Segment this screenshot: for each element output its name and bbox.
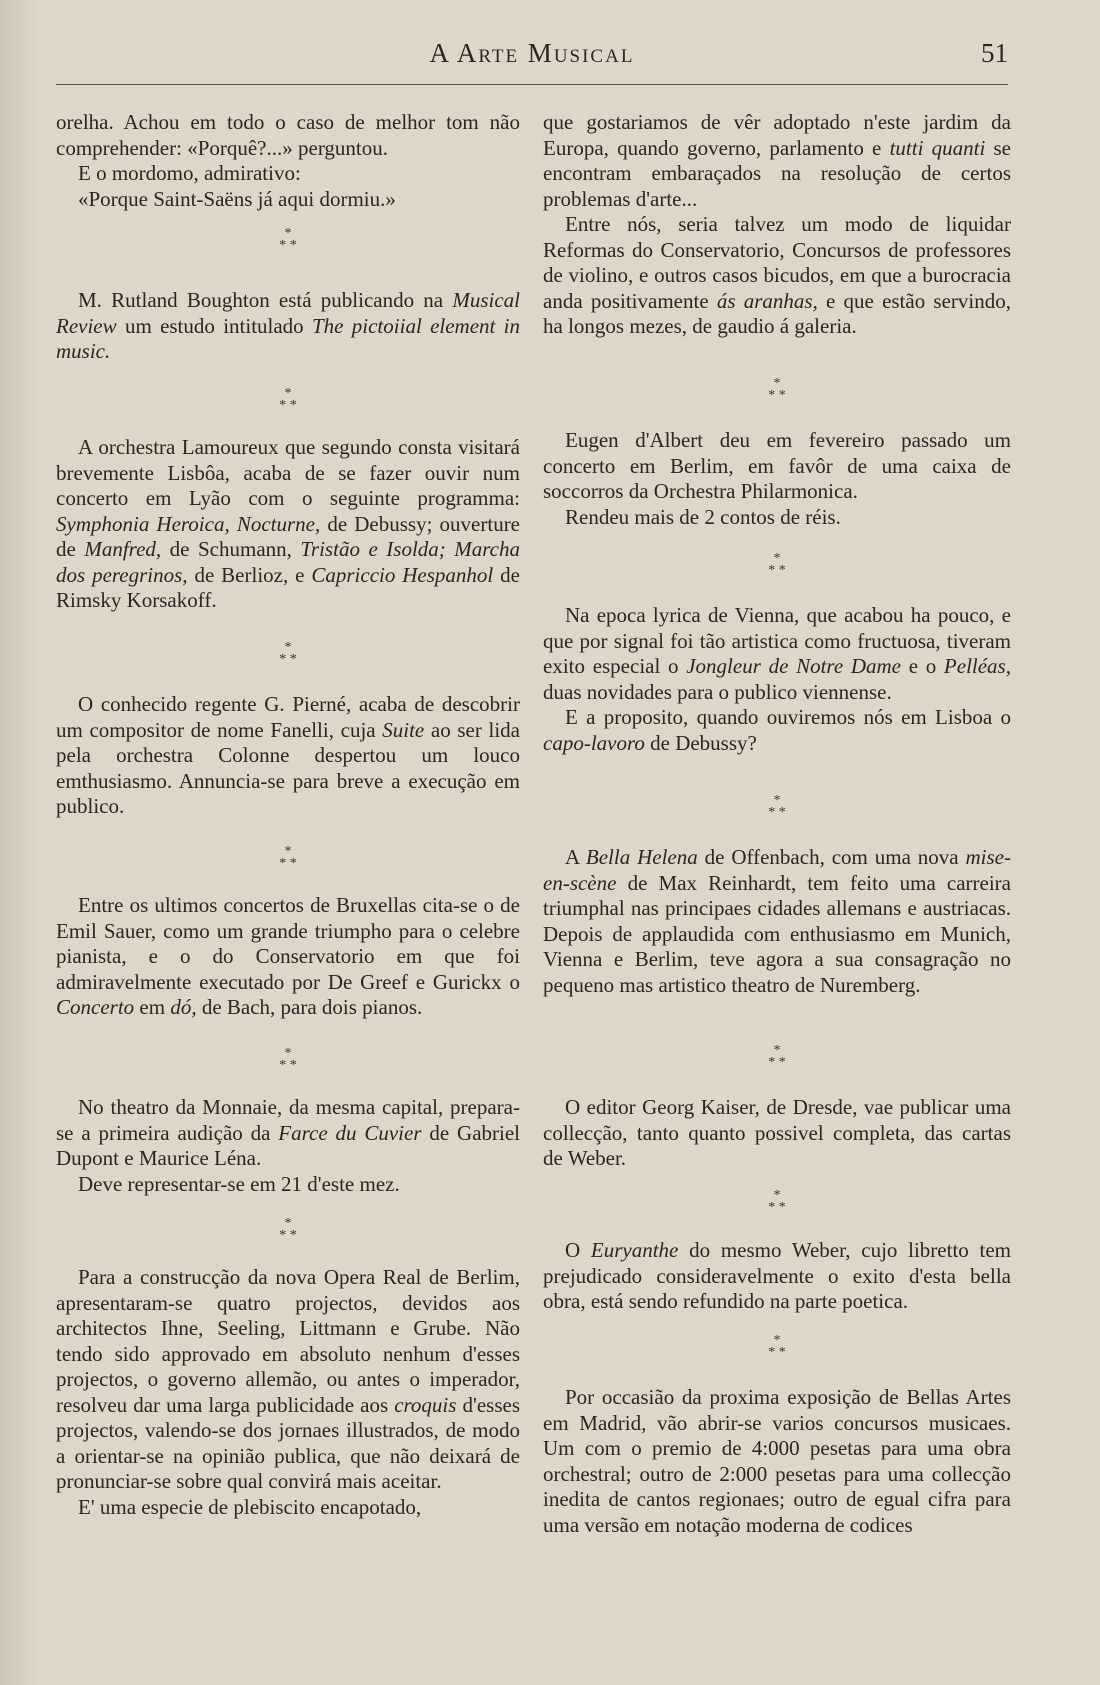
paragraph: Rendeu mais de 2 contos de réis.: [565, 504, 841, 529]
paragraph: [543, 603, 1011, 705]
text-run: ao ser lida pela orchestra Colonne despertou um louco emthusiasmo. Annuncia-se para breve a execução em publico.: [56, 717, 520, 818]
section-separator: [56, 228, 520, 252]
paragraph: [543, 705, 1011, 756]
asterism-glyph: * *: [279, 398, 297, 413]
asterism-glyph: *: [773, 376, 781, 391]
paragraph: [543, 1238, 1011, 1315]
asterism-glyph: * *: [768, 388, 786, 403]
text-run: de Max Reinhardt, tem feito uma carreira triumphal nas principaes cidades allemans e austriacas. Depois de applaudida com enthusiasmo em Munich, Vienna e Berlim, teve agora a sua consagração no pequeno mas artistico theatro de Nuremberg.: [543, 870, 1011, 997]
asterism-glyph: * *: [279, 1058, 297, 1073]
text-run: Manfred,: [84, 537, 162, 561]
asterism-glyph: * *: [279, 652, 297, 667]
text-run: mise-en-scène: [543, 845, 1011, 895]
text-run: Pelléas,: [943, 654, 1011, 678]
asterism-glyph: *: [284, 386, 292, 401]
text-run: E a proposito, quando ouviremos nós em Lisboa o: [565, 705, 1011, 729]
section-separator: [56, 1048, 520, 1072]
text-run: Para a construcção da nova Opera Real de Berlim, apresentaram-se quatro projectos, devidos aos architectos Ihne, Seeling, Littmann e Grube. Não tendo sido approvado em absoluto nenhum d'esses projectos, o governo allemão, ou antes o imperador, resolveu dar uma larga publicidade aos: [56, 1265, 520, 1417]
section-separator: [56, 388, 520, 412]
text-run: Jongleur de Notre Dame: [686, 654, 901, 678]
asterism-glyph: *: [773, 1043, 781, 1058]
asterism-glyph: *: [284, 640, 292, 655]
header-rule: [56, 84, 1008, 85]
section-separator: [543, 795, 1011, 819]
asterism-glyph: *: [284, 1046, 292, 1061]
text-run: Capriccio Hespanhol: [311, 562, 494, 587]
text-run: de Rimsky Korsakoff.: [56, 562, 520, 612]
text-run: A orchestra Lamoureux que segundo consta visitará brevemente Lisbôa, acaba de se fazer ouvir num concerto em Lyão com o seguinte programma:: [56, 435, 520, 510]
asterism-glyph: *: [284, 1216, 292, 1231]
paragraph: Por occasião da proxima exposição de Bellas Artes em Madrid, vão abrir-se varios concursos musicaes. Um com o premio de 4:000 pesetas para uma obra orchestral; outro de 2:000 pesetas para uma collecção inedita de cantos regionaes; outro de egual cifra para uma versão em notação moderna de codices: [543, 1385, 1011, 1537]
paragraph: orelha. Achou em todo o caso de melhor tom não comprehender: «Porquê?...» perguntou.: [56, 110, 520, 160]
text-run: ás aranhas,: [716, 288, 818, 313]
article-left-4: [56, 692, 520, 820]
text-run: e o: [901, 654, 944, 678]
text-run: Na epoca lyrica de Vienna, que acabou ha pouco, e que por signal foi tão artistica como fructuosa, tiveram exito especial o: [543, 603, 1011, 678]
running-title: A Arte Musical: [429, 38, 635, 68]
text-run: Farce du Cuvier: [278, 1120, 422, 1145]
text-run: O: [565, 1238, 591, 1262]
text-run: que gostariamos de vêr adoptado n'este jardim da Europa, quando governo, parlamento e: [543, 110, 1011, 160]
text-run: de Debussy; ouverture de: [56, 511, 521, 561]
text-run: d'esses projectos, valendo-se dos jornaes illustrados, de modo a orientar-se na opinião publica, que não deixará de pronunciar-se sobre qual convirá mais aceitar.: [56, 1392, 520, 1493]
section-separator: [56, 1218, 520, 1242]
asterism-glyph: *: [284, 226, 292, 241]
article-right-1: [543, 110, 1011, 340]
text-run: um estudo intitulado: [116, 313, 312, 338]
article-left-1: [56, 110, 520, 212]
article-right-5: [543, 1095, 1011, 1172]
paragraph: [543, 845, 1011, 998]
section-separator: [543, 1335, 1011, 1359]
article-right-2: [543, 428, 1011, 530]
asterism-glyph: * *: [279, 856, 297, 871]
article-left-3: [56, 435, 520, 614]
text-run: de Bach, para dois pianos.: [196, 995, 423, 1019]
text-run: de Schumann,: [161, 537, 301, 561]
asterism-glyph: * *: [768, 563, 786, 578]
text-run: croquis: [394, 1392, 457, 1417]
text-run: de Berlioz, e: [187, 562, 312, 587]
paragraph: [56, 288, 520, 365]
text-run: do mesmo Weber, cujo libretto tem prejudicado consideravelmente o exito d'esta bella obra, está sendo refundido na parte poetica.: [543, 1238, 1012, 1313]
article-left-7: [56, 1265, 520, 1520]
text-run: Musical Review: [56, 288, 520, 338]
text-run: O conhecido regente G. Pierné, acaba de descobrir um compositor de nome Fanelli, cuja: [56, 692, 520, 742]
asterism-glyph: * *: [768, 1055, 786, 1070]
asterism-glyph: * *: [279, 1228, 297, 1243]
paragraph: E o mordomo, admirativo:: [78, 161, 301, 185]
asterism-glyph: * *: [768, 805, 786, 820]
paragraph: [56, 692, 520, 820]
paragraph: [543, 212, 1011, 340]
paragraph: [56, 1265, 520, 1495]
text-run: de Offenbach, com uma nova: [697, 845, 966, 869]
text-run: Concerto: [56, 995, 135, 1019]
article-left-5: [56, 893, 520, 1021]
paragraph: [56, 893, 520, 1021]
text-run: se encontram embaraçados na resolução de certos problemas d'arte...: [543, 135, 1011, 211]
section-separator: [56, 642, 520, 666]
section-separator: [543, 378, 1011, 402]
text-run: Bella Helena: [585, 845, 698, 869]
asterism-glyph: *: [773, 793, 781, 808]
article-right-3: [543, 603, 1011, 756]
text-run: tutti quanti: [889, 135, 986, 160]
article-left-2: [56, 288, 520, 365]
section-separator: [543, 1190, 1011, 1214]
text-run: Euryanthe: [590, 1238, 679, 1262]
text-run: dó,: [170, 995, 197, 1019]
text-run: Suite: [382, 717, 425, 742]
paragraph: [56, 435, 520, 614]
text-run: The pictoiial element in music.: [56, 313, 520, 363]
text-run: capo-lavoro: [543, 730, 645, 755]
text-run: A: [565, 845, 586, 869]
text-run: Symphonia Heroica, Nocturne,: [56, 511, 321, 536]
section-separator: [543, 1045, 1011, 1069]
text-run: e que estão servindo, ha longos mezes, de gaudio á galeria.: [543, 288, 1011, 338]
text-run: de Gabriel Dupont e Maurice Léna.: [56, 1120, 520, 1170]
paragraph: O editor Georg Kaiser, de Dresde, vae publicar uma collecção, tanto quanto possivel completa, das cartas de Weber.: [543, 1095, 1011, 1170]
text-run: de Debussy?: [644, 730, 757, 755]
text-run: em: [134, 995, 171, 1019]
article-left-6: [56, 1095, 520, 1197]
article-right-7: [543, 1385, 1011, 1538]
section-separator: [56, 846, 520, 870]
paragraph: E' uma especie de plebiscito encapotado,: [78, 1494, 422, 1519]
text-run: Entre os ultimos concertos de Bruxellas cita-se o de Emil Sauer, como um grande triumpho para o celebre pianista, e o do Conservatorio em que foi admiravelmente executado por De Greef e Gurickx o: [56, 893, 520, 994]
article-right-6: [543, 1238, 1011, 1315]
section-separator: [543, 553, 1011, 577]
text-run: Entre nós, seria talvez um modo de liquidar Reformas do Conservatorio, Concursos de professores de violino, e outros casos bicudos, em que a burocracia anda positivamente: [543, 212, 1011, 313]
asterism-glyph: *: [773, 551, 781, 566]
text-run: M. Rutland Boughton está publicando na: [78, 288, 453, 312]
paragraph: Deve representar-se em 21 d'este mez.: [78, 1171, 400, 1196]
page-number: 51: [981, 38, 1008, 68]
asterism-glyph: *: [773, 1333, 781, 1348]
text-run: Tristão e Isolda; Marcha dos peregrinos,: [56, 537, 520, 587]
asterism-glyph: * *: [768, 1200, 786, 1215]
asterism-glyph: * *: [768, 1345, 786, 1360]
asterism-glyph: * *: [279, 238, 297, 253]
paragraph: [56, 1095, 520, 1172]
text-run: duas novidades para o publico viennense.: [543, 679, 892, 704]
page-header: [56, 38, 1008, 78]
paragraph: Eugen d'Albert deu em fevereiro passado um concerto em Berlim, em favôr de uma caixa de soccorros da Orchestra Philarmonica.: [543, 428, 1011, 503]
asterism-glyph: *: [773, 1188, 781, 1203]
paragraph: [543, 110, 1011, 212]
paragraph: «Porque Saint-Saëns já aqui dormiu.»: [78, 186, 396, 211]
article-right-4: [543, 845, 1011, 998]
asterism-glyph: *: [284, 844, 292, 859]
text-run: No theatro da Monnaie, da mesma capital, prepara-se a primeira audição da: [56, 1095, 520, 1145]
